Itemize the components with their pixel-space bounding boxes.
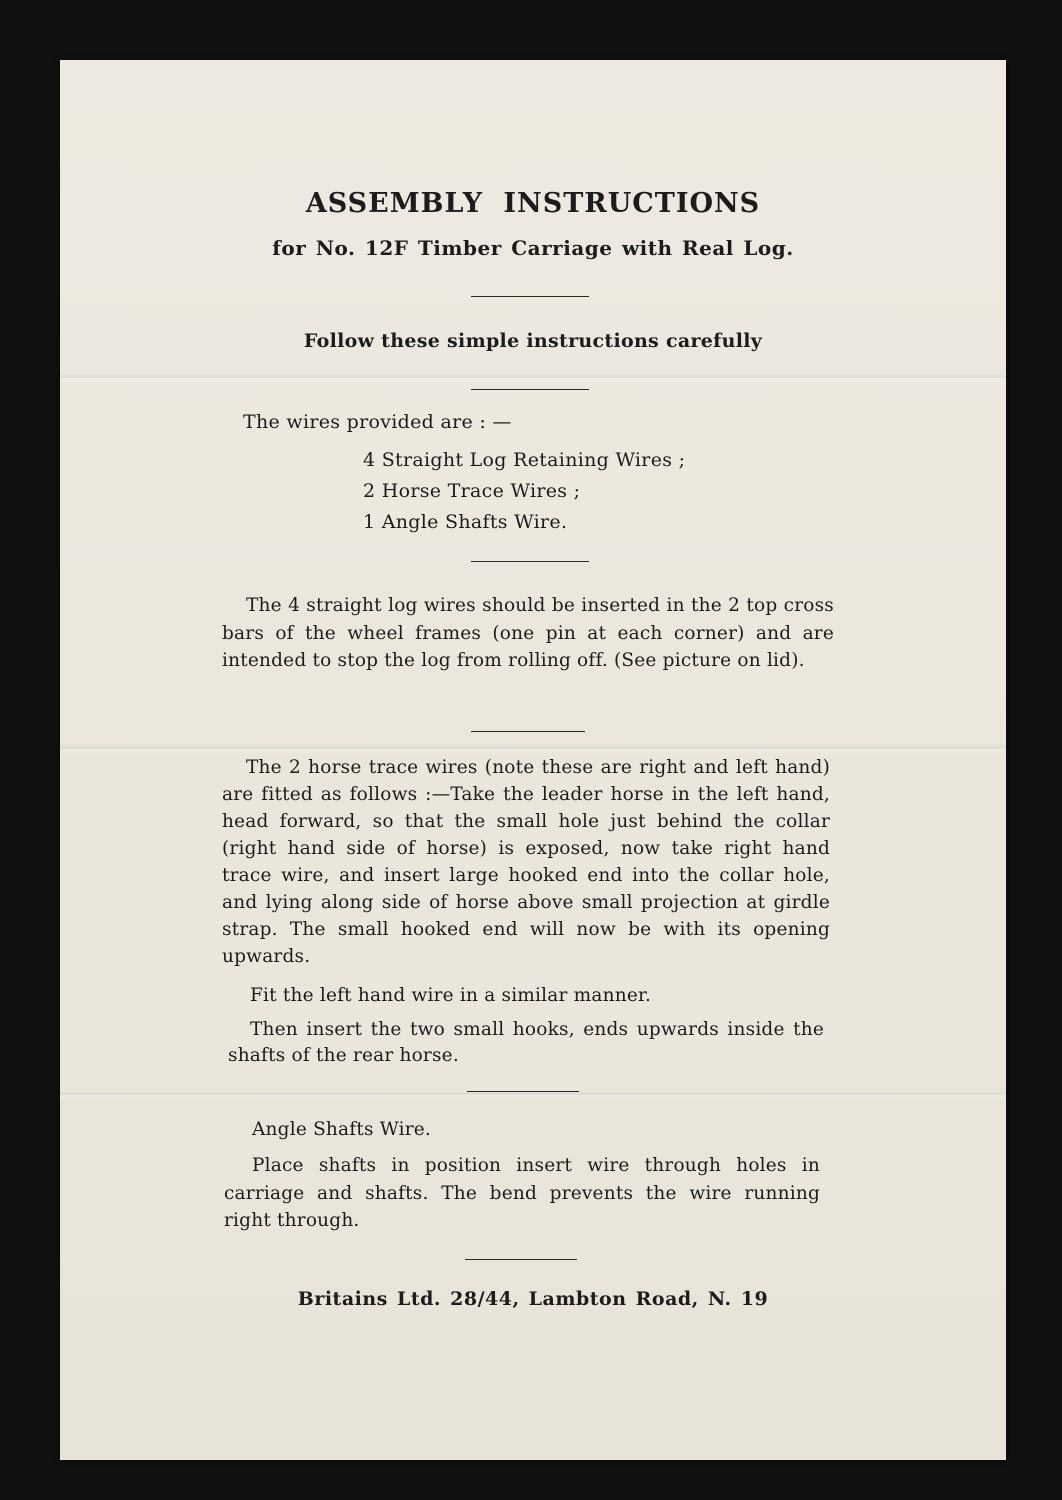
log-wires-paragraph: The 4 straight log wires should be inserted in the 2 top cross bars of the wheel frames (one pin at each corner) and are intended to stop the log from rolling off. (See picture on lid). (222, 595, 834, 671)
wires-list-item: 2 Horse Trace Wires ; (363, 480, 581, 502)
wires-list-item: 4 Straight Log Retaining Wires ; (363, 449, 686, 471)
document-subtitle: for No. 12F Timber Carriage with Real Log. (272, 236, 794, 260)
left-wire-paragraph: Fit the left hand wire in a similar manner. (250, 985, 652, 1006)
trace-wires-paragraph: The 2 horse trace wires (note these are right and left hand) are fitted as follows :—Take the leader horse in the left hand, head forward, so that the small hole just behind the collar (right hand side of horse) is exposed, now take right hand trace wire, and insert large hooked end into the collar hole, and lying along side of horse above small projection at girdle strap. The small hooked end will now be with its opening upwards. (222, 757, 830, 967)
divider-rule (467, 1091, 579, 1092)
company-address-footer: Britains Ltd. 28/44, Lambton Road, N. 19 (297, 1288, 769, 1310)
wires-list (363, 445, 685, 538)
follow-note: Follow these simple instructions carefully (303, 330, 763, 352)
divider-rule (471, 731, 585, 732)
angle-shafts-heading: Angle Shafts Wire. (252, 1119, 432, 1140)
paper-fold-crease (60, 744, 1006, 754)
document-title: ASSEMBLY INSTRUCTIONS (305, 188, 761, 219)
divider-rule (465, 1259, 577, 1260)
instruction-sheet (60, 60, 1006, 1460)
paper-fold-crease (60, 373, 1006, 383)
hooks-paragraph: Then insert the two small hooks, ends upwards inside the shafts of the rear horse. (228, 1019, 824, 1066)
angle-shafts-paragraph: Place shafts in position insert wire through holes in carriage and shafts. The bend prevents the wire running right through. (224, 1155, 820, 1231)
divider-rule (471, 389, 589, 390)
wires-list-item: 1 Angle Shafts Wire. (363, 511, 568, 533)
wires-intro: The wires provided are : — (243, 411, 512, 433)
divider-rule (471, 561, 589, 562)
divider-rule (471, 296, 589, 297)
